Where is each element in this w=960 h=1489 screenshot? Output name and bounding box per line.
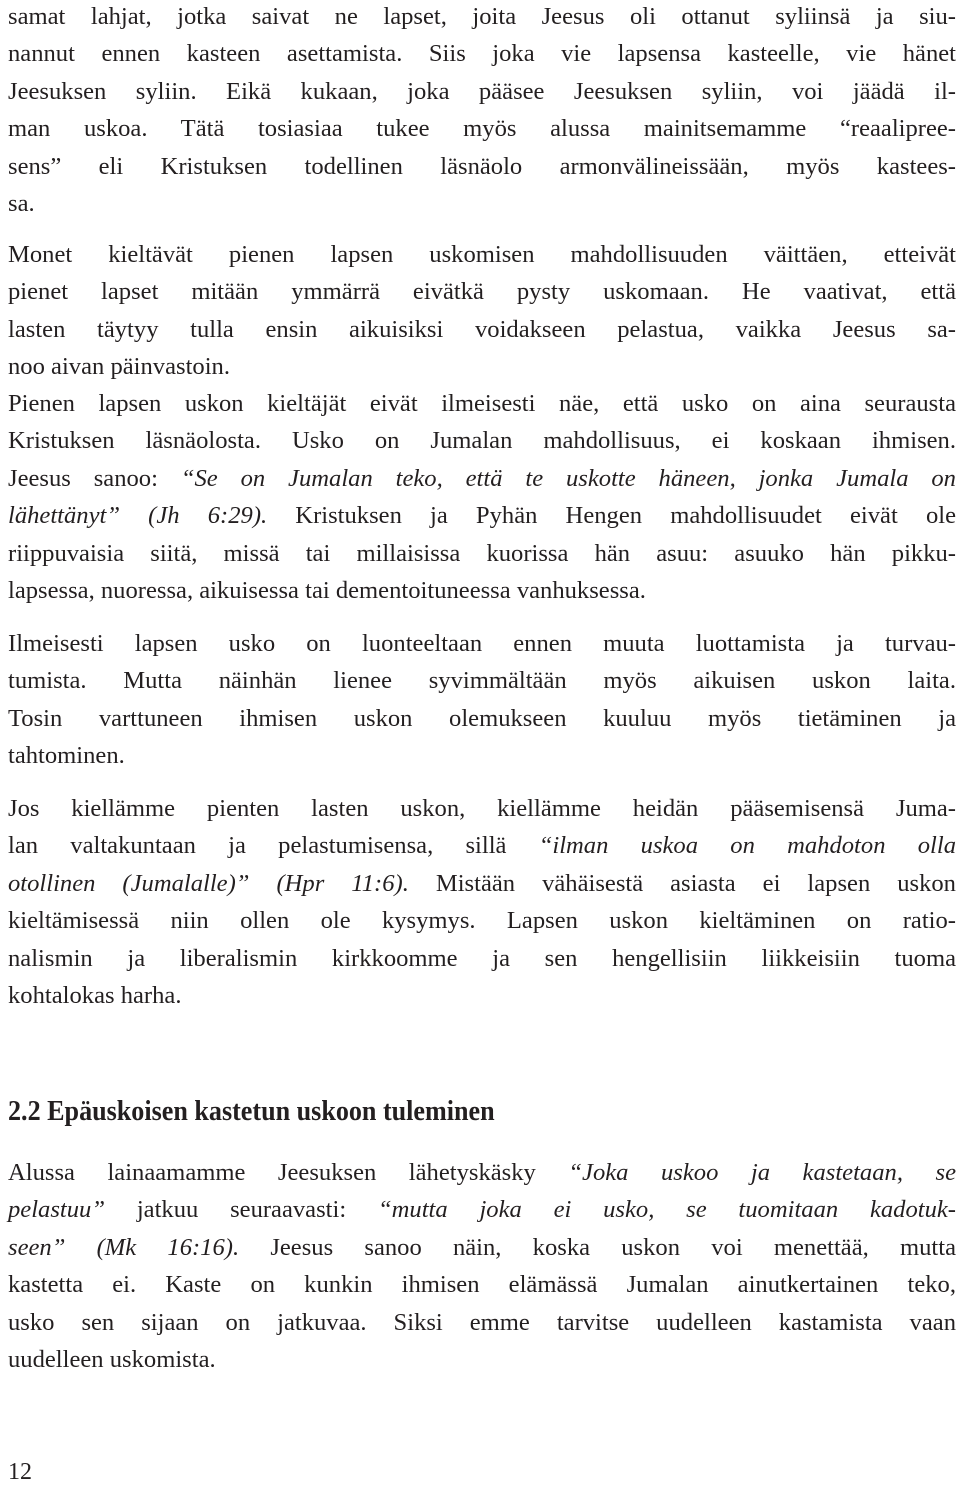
text-line [8,497,956,534]
text-line [8,1154,956,1191]
paragraph-1 [8,0,956,222]
text-line: Monet kieltävät pienen lapsen uskomisen mahdollisuuden väittäen, etteivät [8,241,956,268]
text-line: kohtalokas harha. [8,981,182,1009]
quote-text: “Se on Jumalan teko, että te uskotte häneen, jonka Jumala on [180,464,956,492]
text-line [8,1229,956,1266]
plain-text: Jeesus sanoo näin, koska uskon voi menettää, mutta [239,1233,956,1261]
text-line: tumista. Mutta näinhän lienee syvimmältään myös aikuisen uskon laita. [8,667,956,695]
text-line: pienet lapset mitään ymmärrä eivätkä pysty uskomaan. He vaativat, että [8,278,956,306]
plain-text: jatkuu seuraavasti: [105,1196,378,1224]
text-line [8,1191,956,1228]
plain-text: Mistään vähäisestä asiasta ei lapsen uskon [408,869,956,897]
plain-text: Kristuksen ja Pyhän Hengen mahdollisuudet eivät ole [267,502,956,530]
quote-text: pelastuu” [8,1196,106,1224]
text-line: sens” eli Kristuksen todellinen läsnäolo armonvälineissään, myös kastees- [8,152,956,180]
paragraph-4 [8,625,956,775]
quote-text: “mutta joka ei usko, se tuomitaan kadotuk- [377,1196,956,1224]
quote-text: seen” (Mk 16:16). [8,1233,240,1261]
text-line: riippuvaisia siitä, missä tai millaisissa kuorissa hän asuu: asuuko hän pikku- [8,539,956,567]
paragraph-3 [8,385,956,609]
paragraph-6 [8,1154,956,1378]
text-line: Kristuksen läsnäolosta. Usko on Jumalan mahdollisuus, ei koskaan ihmisen. [8,427,956,455]
text-line [8,865,956,902]
page-number: 12 [8,1459,32,1485]
plain-text: Jeesus sanoo: [8,464,181,492]
text-line: Pienen lapsen uskon kieltäjät eivät ilmeisesti näe, että usko on aina seurausta [8,390,956,417]
text-line: Ilmeisesti lapsen usko on luonteeltaan ennen muuta luottamista ja turvau- [8,630,956,657]
text-line: Jos kiellämme pienten lasten uskon, kiellämme heidän pääsemisensä Juma- [8,795,956,822]
text-line [8,460,956,497]
plain-text: lan valtakuntaan ja pelastumisensa, sillä [8,832,539,860]
text-line: man uskoa. Tätä tosiasiaa tukee myös alussa mainitsemamme “reaalipree- [8,115,956,143]
text-line: samat lahjat, jotka saivat ne lapset, joita Jeesus oli ottanut syliinsä ja siu- [8,3,956,30]
paragraph-5 [8,790,956,1014]
text-line: lasten täytyy tulla ensin aikuisiksi voidakseen pelastua, vaikka Jeesus sa- [8,315,956,343]
text-line: kastetta ei. Kaste on kunkin ihmisen elämässä Jumalan ainutkertainen teko, [8,1271,956,1299]
quote-text: “Joka uskoo ja kastetaan, se [568,1159,956,1186]
quote-text: “ilman uskoa on mahdoton olla [538,832,956,860]
text-line: uudelleen uskomista. [8,1345,216,1373]
quote-text: lähettänyt” (Jh 6:29). [8,502,268,530]
text-line: nannut ennen kasteen asettamista. Siis joka vie lapsensa kasteelle, vie hänet [8,40,956,68]
section-heading: 2.2 Epäuskoisen kastetun uskoon tuleminen [8,1095,495,1127]
quote-text: otollinen (Jumalalle)” (Hpr 11:6). [8,869,409,897]
text-line: tahtominen. [8,742,125,770]
text-line: kieltämisessä niin ollen ole kysymys. Lapsen uskon kieltäminen on ratio- [8,907,956,935]
text-line: Tosin varttuneen ihmisen uskon olemukseen kuuluu myös tietäminen ja [8,704,956,732]
text-line: lapsessa, nuoressa, aikuisessa tai dementoituneessa vanhuksessa. [8,576,646,604]
text-line: sa. [8,189,35,217]
text-line: noo aivan päinvastoin. [8,353,230,381]
plain-text: Alussa lainaamamme Jeesuksen lähetyskäsky [8,1159,569,1186]
text-line: usko sen sijaan on jatkuvaa. Siksi emme tarvitse uudelleen kastamista vaan [8,1308,956,1336]
text-line: nalismin ja liberalismin kirkkoomme ja sen hengellisiin liikkeisiin tuoma [8,944,956,972]
text-line [8,827,956,864]
text-line: Jeesuksen syliin. Eikä kukaan, joka pääsee Jeesuksen syliin, voi jäädä il- [8,77,956,105]
paragraph-2 [8,236,956,386]
